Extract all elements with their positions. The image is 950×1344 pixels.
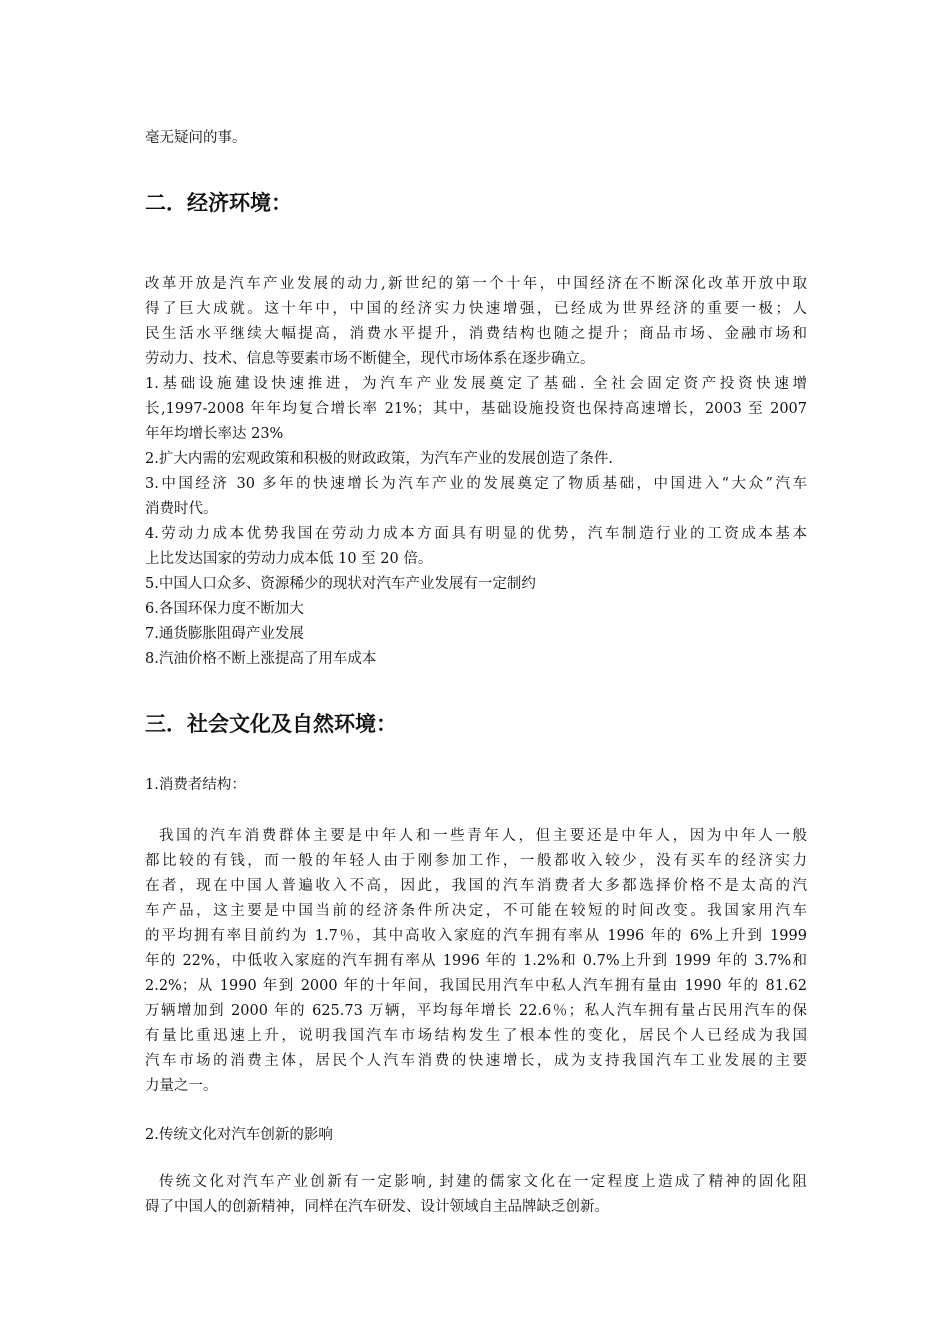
list-item-1-line: 长,1997-2008 年年均复合增长率 21%；其中，基础设施投资也保持高速增长，2003 至 2007 [145, 401, 807, 417]
list-item-6: 6.各国环保力度不断加大 [145, 601, 304, 617]
paragraph-line: 得了巨大成就。这十年中，中国的经济实力快速增强，已经成为世界经济的重要一极；人 [145, 301, 807, 317]
paragraph-line: 都比较的有钱，而一般的年轻人由于刚参加工作，一般都收入较少，没有买车的经济实力 [145, 853, 807, 869]
paragraph-line: 在者，现在中国人普遍收入不高，因此，我国的汽车消费者大多都选择价格不是太高的汽 [145, 878, 807, 894]
list-item-8: 8.汽油价格不断上涨提高了用车成本 [145, 651, 377, 667]
paragraph-line: 万辆增加到 2000 年的 625.73 万辆，平均每年增长 22.6％；私人汽车拥有量占民用汽车的保 [145, 1003, 807, 1019]
list-item-7: 7.通货膨胀阻碍产业发展 [145, 626, 304, 642]
list-item-3-line: 3.中国经济 30 多年的快速增长为汽车产业的发展奠定了物质基础，中国进入“大众”汽车 [145, 476, 807, 492]
paragraph-line: 年的 22%，中低收入家庭的汽车拥有率从 1996 年的 1.2%和 0.7%上升到 1999 年的 3.7%和 [145, 953, 807, 969]
paragraph-line: 劳动力、技术、信息等要素市场不断健全，现代市场体系在逐步确立。 [145, 351, 595, 367]
paragraph-line: 2.2%；从 1990 年到 2000 年的十年间，我国民用汽车中私人汽车拥有量由 1990 年的 81.62 [145, 978, 807, 994]
paragraph-line: 改革开放是汽车产业发展的动力,新世纪的第一个十年，中国经济在不断深化改革开放中取 [145, 276, 807, 292]
list-item-1-line: 1.基础设施建设快速推进，为汽车产业发展奠定了基础. 全社会固定资产投资快速增 [145, 376, 807, 392]
paragraph-line: 力量之一。 [145, 1078, 218, 1094]
traditional-culture-paragraph [145, 1170, 807, 1220]
list-item-4-line: 4.劳动力成本优势我国在劳动力成本方面具有明显的优势，汽车制造行业的工资成本基本 [145, 526, 807, 542]
paragraph-line: 的平均拥有率目前约为 1.7％，其中高收入家庭的汽车拥有率从 1996 年的 6%上升到 1999 [145, 928, 807, 944]
paragraph-line: 碍了中国人的创新精神，同样在汽车研发、设计领域自主品牌缺乏创新。 [145, 1199, 609, 1215]
intro-tail-text: 毫无疑问的事。 [145, 130, 247, 146]
paragraph-line: 有量比重迅速上升，说明我国汽车市场结构发生了根本性的变化，居民个人已经成为我国 [145, 1028, 807, 1044]
list-item-3-line: 消费时代。 [145, 501, 218, 517]
section-heading-social-cultural-environment: 三．社会文化及自然环境： [145, 711, 397, 736]
consumer-structure-paragraph [145, 824, 807, 1099]
paragraph-line: 传统文化对汽车产业创新有一定影响, 封建的儒家文化在一定程度上造成了精神的固化阻 [159, 1174, 807, 1190]
paragraph-line: 车产品，这主要是中国当前的经济条件所决定，不可能在较短的时间改变。我国家用汽车 [145, 903, 807, 919]
subsection-title-traditional-culture: 2.传统文化对汽车创新的影响 [145, 1127, 333, 1143]
paragraph-line: 我国的汽车消费群体主要是中年人和一些青年人，但主要还是中年人，因为中年人一般 [159, 828, 807, 844]
list-item-4-line: 上比发达国家的劳动力成本低 10 至 20 倍。 [145, 551, 433, 567]
section-heading-economic-environment: 二．经济环境： [145, 190, 292, 215]
economic-environment-paragraph [145, 272, 807, 672]
paragraph-line: 汽车市场的消费主体，居民个人汽车消费的快速增长，成为支持我国汽车工业发展的主要 [145, 1053, 807, 1069]
list-item-1-line: 年年均增长率达 23% [145, 426, 284, 442]
paragraph-line: 民生活水平继续大幅提高，消费水平提升，消费结构也随之提升；商品市场、金融市场和 [145, 326, 807, 342]
subsection-title-consumer-structure: 1.消费者结构： [145, 777, 246, 793]
list-item-5: 5.中国人口众多、资源稀少的现状对汽车产业发展有一定制约 [145, 576, 536, 592]
list-item-2: 2.扩大内需的宏观政策和积极的财政政策，为汽车产业的发展创造了条件. [145, 451, 613, 467]
